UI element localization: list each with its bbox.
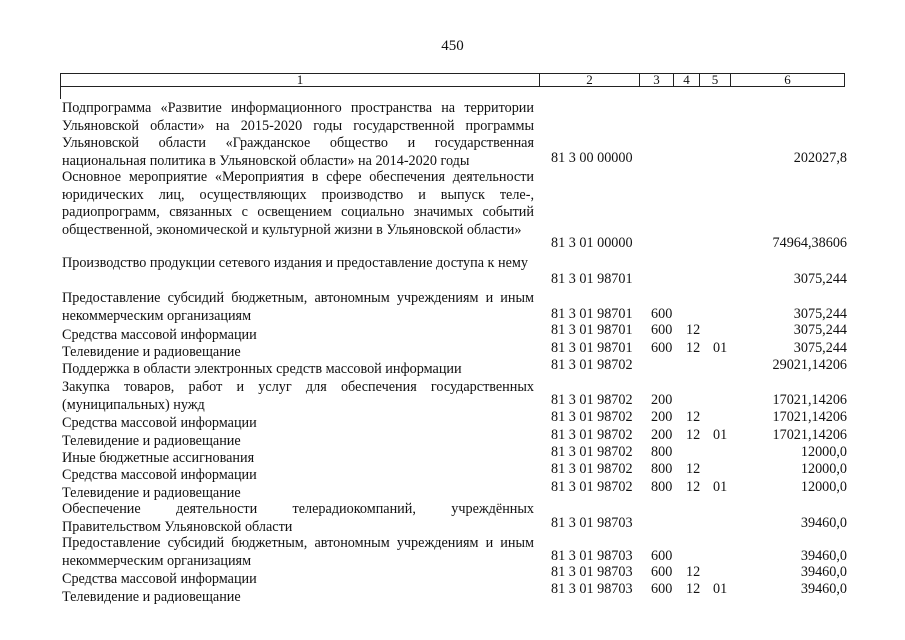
row-code: 81 3 01 98702 — [551, 444, 633, 460]
row-description: Подпрограмма «Развитие информационного пространства на территории Ульяновской области» на 2015-2020 годы государственной программы Ульяновской области «Гражданское общество и государственная национальная политика в Ульяновской области» на 2014-2020 годы — [62, 100, 534, 169]
row-description: Телевидение и радиовещание — [62, 344, 241, 360]
row-code: 81 3 01 98703 — [551, 548, 633, 564]
row-section: 12 — [686, 581, 701, 597]
row-amount: 3075,244 — [793, 340, 847, 356]
row-expense-type: 600 — [651, 340, 673, 356]
row-amount: 17021,14206 — [772, 409, 847, 425]
row-section: 12 — [686, 340, 701, 356]
row-expense-type: 600 — [651, 306, 673, 322]
row-description: Производство продукции сетевого издания и предоставление доступа к нему — [62, 255, 528, 271]
row-description: Предоставление субсидий бюджетным, автономным учреждениям и иным некоммерческим организациям — [62, 290, 534, 324]
row-amount: 17021,14206 — [772, 427, 847, 443]
row-code: 81 3 01 98702 — [551, 461, 633, 477]
row-code: 81 3 01 00000 — [551, 235, 633, 251]
row-code: 81 3 01 98702 — [551, 479, 633, 495]
row-description: Основное мероприятие «Мероприятия в сфере обеспечения деятельности юридических лиц, осуществляющих производство и выпуск теле-, радиопрограмм, связанных с освещением социально значимых событий общественной, экономической и культурной жизни в Ульяновской области» — [62, 169, 534, 238]
row-description: Телевидение и радиовещание — [62, 589, 241, 605]
row-amount: 39460,0 — [800, 581, 847, 597]
row-expense-type: 800 — [651, 461, 673, 477]
row-amount: 17021,14206 — [772, 392, 847, 408]
column-header-6: 6 — [730, 73, 845, 87]
row-subsection: 01 — [713, 479, 728, 495]
row-amount: 39460,0 — [800, 564, 847, 580]
row-expense-type: 200 — [651, 427, 673, 443]
row-expense-type: 600 — [651, 322, 673, 338]
row-code: 81 3 01 98703 — [551, 581, 633, 597]
column-header-5: 5 — [699, 73, 731, 87]
row-description: Обеспечение деятельности телерадиокомпаний, учреждённых Правительством Ульяновской области — [62, 501, 534, 535]
row-description: Средства массовой информации — [62, 571, 257, 587]
row-amount: 12000,0 — [800, 444, 847, 460]
row-code: 81 3 01 98701 — [551, 271, 633, 287]
row-description: Средства массовой информации — [62, 415, 257, 431]
row-code: 81 3 01 98703 — [551, 515, 633, 531]
row-amount: 39460,0 — [800, 515, 847, 531]
row-description: Телевидение и радиовещание — [62, 433, 241, 449]
row-expense-type: 600 — [651, 548, 673, 564]
row-code: 81 3 01 98701 — [551, 322, 633, 338]
row-amount: 3075,244 — [793, 322, 847, 338]
column-header-2: 2 — [539, 73, 640, 87]
row-expense-type: 800 — [651, 479, 673, 495]
row-expense-type: 600 — [651, 581, 673, 597]
row-description: Поддержка в области электронных средств массовой информации — [62, 361, 462, 377]
row-section: 12 — [686, 461, 701, 477]
row-description: Средства массовой информации — [62, 327, 257, 343]
row-code: 81 3 01 98701 — [551, 306, 633, 322]
row-amount: 12000,0 — [800, 461, 847, 477]
row-amount: 74964,38606 — [772, 235, 847, 251]
row-expense-type: 600 — [651, 564, 673, 580]
row-section: 12 — [686, 322, 701, 338]
row-subsection: 01 — [713, 427, 728, 443]
row-amount: 202027,8 — [793, 150, 847, 166]
row-code: 81 3 01 98702 — [551, 357, 633, 373]
row-amount: 29021,14206 — [772, 357, 847, 373]
row-section: 12 — [686, 409, 701, 425]
row-code: 81 3 01 98702 — [551, 392, 633, 408]
page-number: 450 — [441, 38, 464, 54]
row-expense-type: 200 — [651, 392, 673, 408]
row-description: Иные бюджетные ассигнования — [62, 450, 255, 466]
row-code: 81 3 01 98702 — [551, 427, 633, 443]
row-subsection: 01 — [713, 340, 728, 356]
row-subsection: 01 — [713, 581, 728, 597]
row-amount: 3075,244 — [793, 271, 847, 287]
row-code: 81 3 01 98703 — [551, 564, 633, 580]
row-code: 81 3 00 00000 — [551, 150, 633, 166]
row-description: Средства массовой информации — [62, 467, 257, 483]
table-left-border — [60, 87, 61, 99]
row-code: 81 3 01 98701 — [551, 340, 633, 356]
row-section: 12 — [686, 427, 701, 443]
column-header-1: 1 — [60, 73, 540, 87]
row-section: 12 — [686, 564, 701, 580]
column-header-4: 4 — [673, 73, 700, 87]
row-amount: 12000,0 — [800, 479, 847, 495]
row-amount: 39460,0 — [800, 548, 847, 564]
row-description: Предоставление субсидий бюджетным, автономным учреждениям и иным некоммерческим организациям — [62, 535, 534, 569]
row-amount: 3075,244 — [793, 306, 847, 322]
row-code: 81 3 01 98702 — [551, 409, 633, 425]
row-expense-type: 200 — [651, 409, 673, 425]
row-description: Закупка товаров, работ и услуг для обеспечения государственных (муниципальных) нужд — [62, 379, 534, 413]
row-section: 12 — [686, 479, 701, 495]
column-header-3: 3 — [639, 73, 674, 87]
row-description: Телевидение и радиовещание — [62, 485, 241, 501]
row-expense-type: 800 — [651, 444, 673, 460]
